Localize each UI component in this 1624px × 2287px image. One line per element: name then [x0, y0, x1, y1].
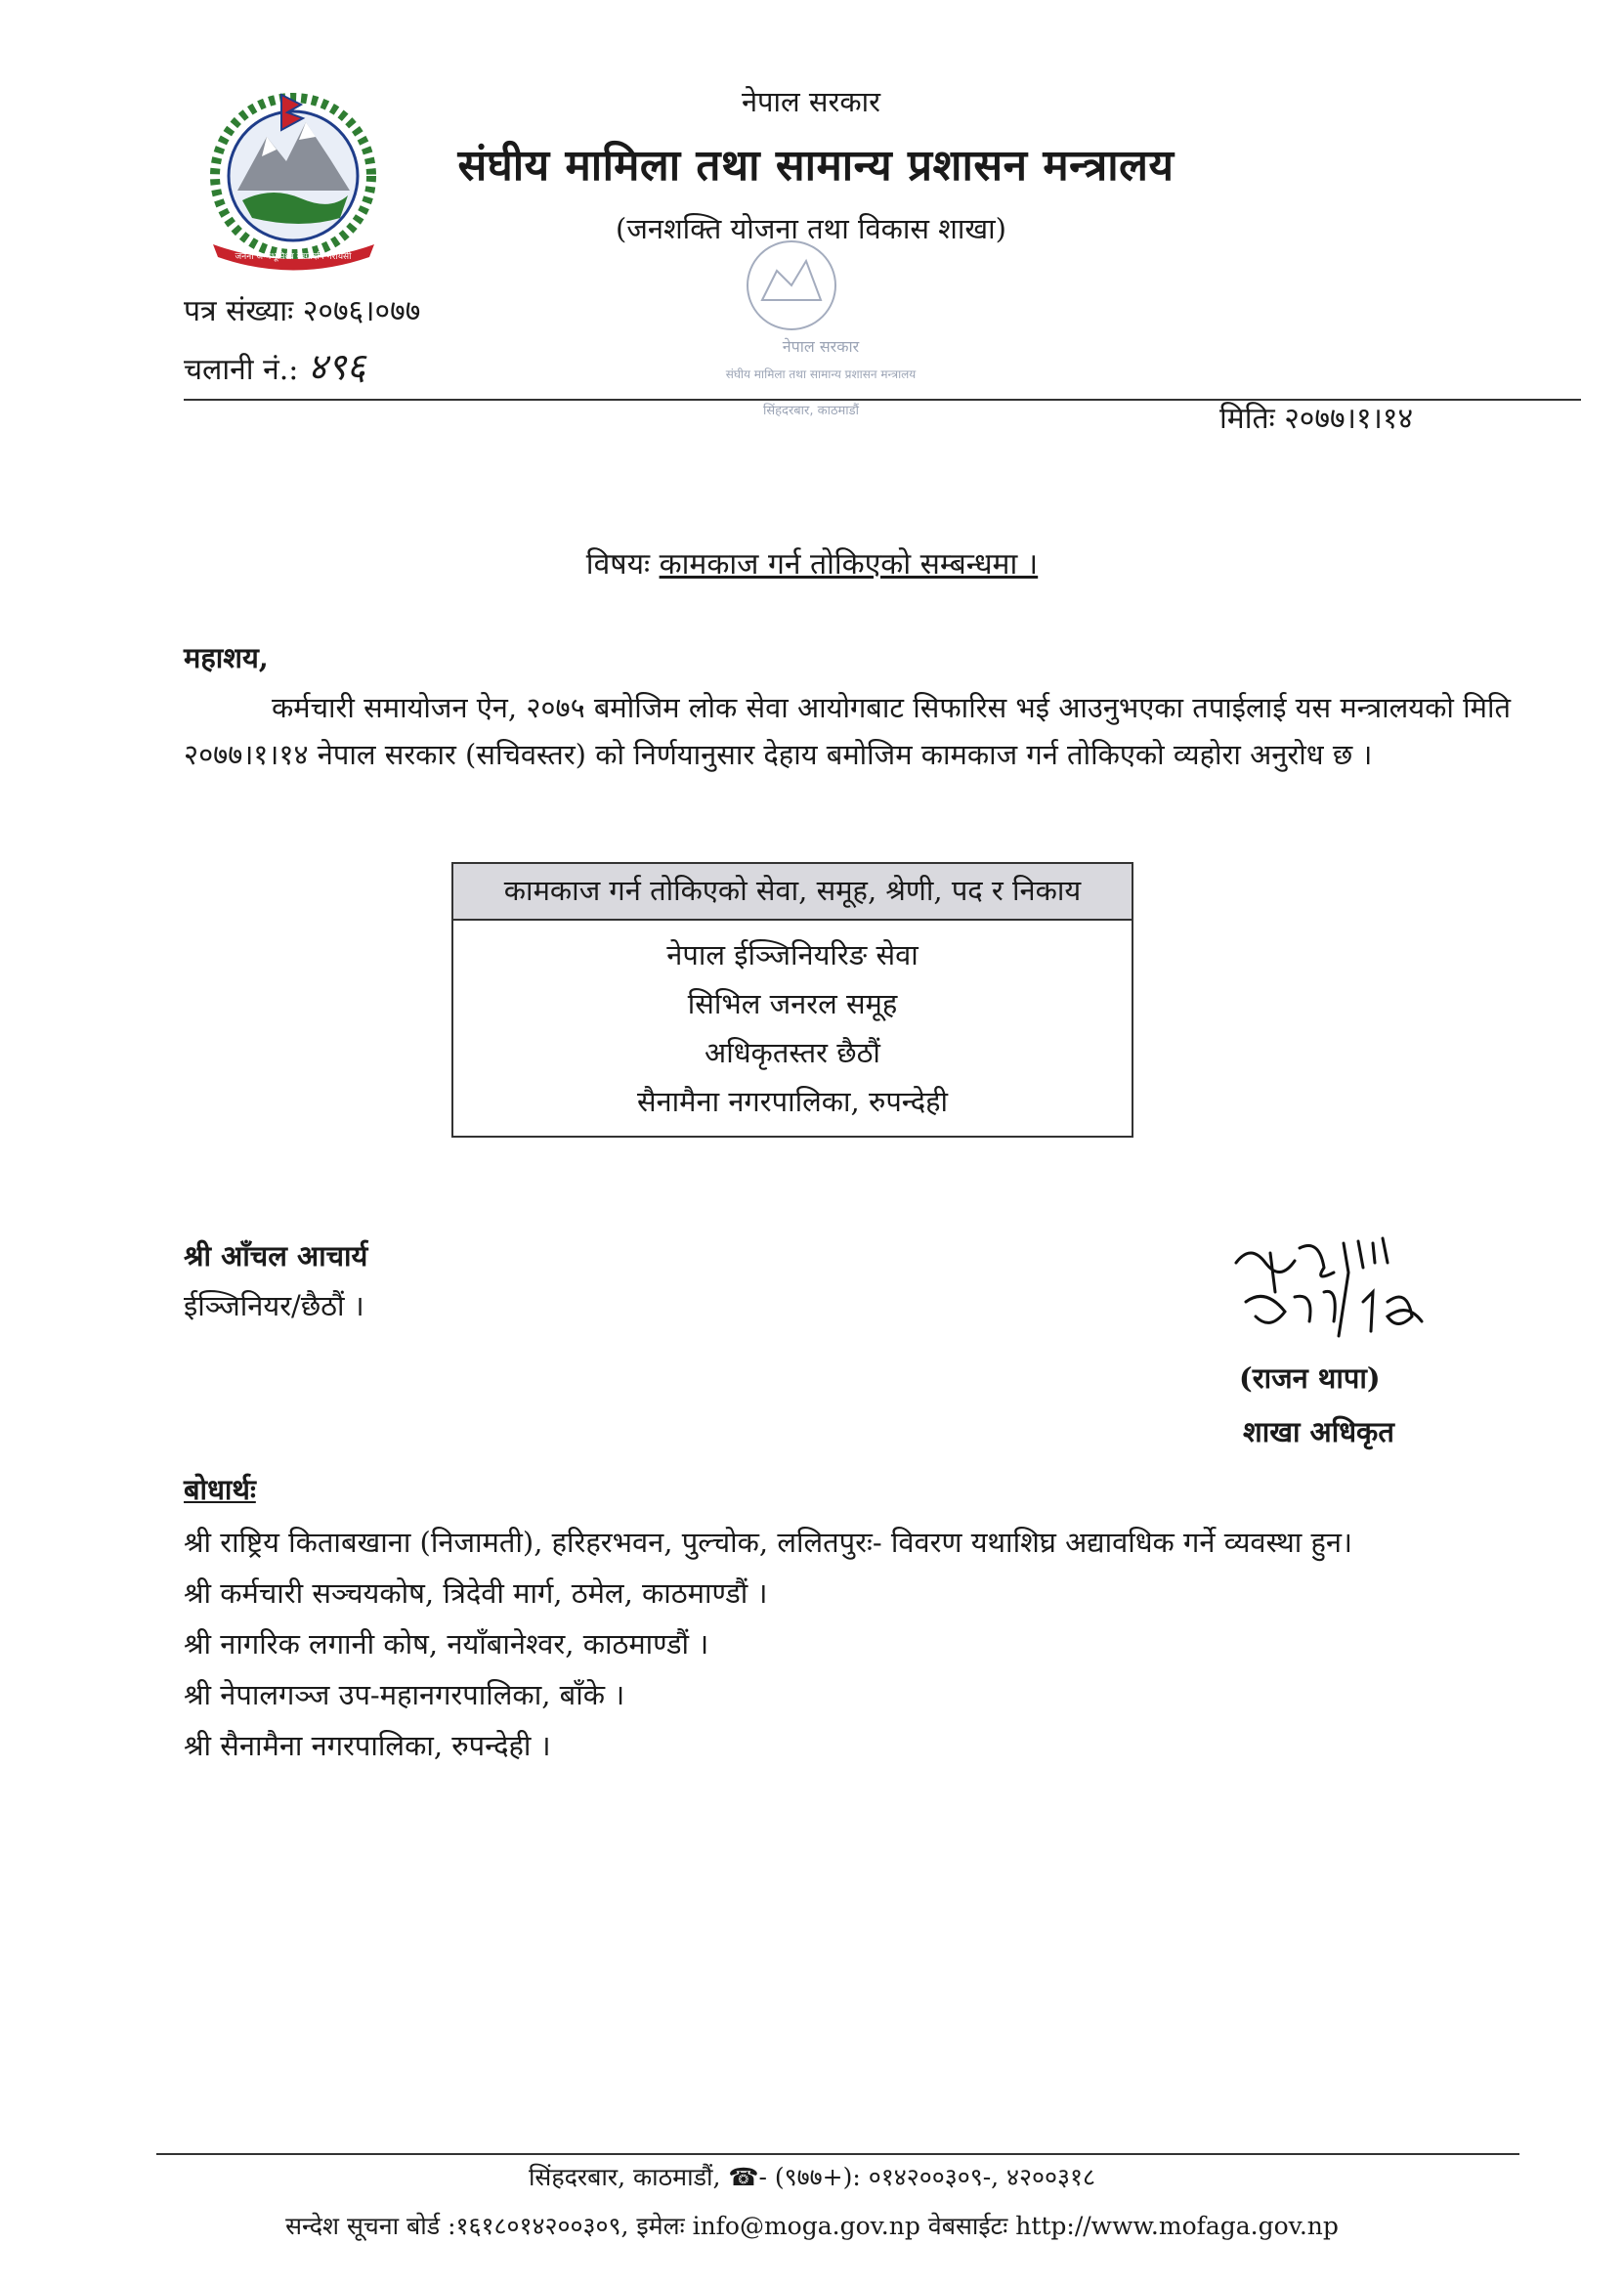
- date-value: २०७७।१।१४: [1284, 402, 1414, 436]
- cc-list: [184, 1517, 1352, 1771]
- salutation: महाशय,: [184, 641, 269, 674]
- cc-item: श्री नेपालगञ्ज उप-महानगरपालिका, बाँके ।: [184, 1678, 625, 1711]
- footer-divider: [156, 2153, 1519, 2155]
- cc-title: बोधार्थः: [184, 1473, 256, 1506]
- emblem-banner: जननी जन्मभूमिश्च स्वर्गादपि गरीयसी: [235, 252, 352, 262]
- letter-number-value: २०७६।०७७: [302, 294, 421, 328]
- subject-label: विषयः: [585, 547, 651, 582]
- addressee-name: श्री आँचल आचार्य: [184, 1239, 368, 1273]
- stamp-line2: संघीय मामिला तथा सामान्य प्रशासन मन्त्रालय: [725, 367, 917, 381]
- dispatch-number-value: ४९६: [307, 345, 366, 388]
- dispatch-number: [184, 340, 365, 391]
- assignment-table-header: कामकाज गर्न तोकिएको सेवा, समूह, श्रेणी, पद र निकाय: [453, 864, 1132, 921]
- assignment-service: नेपाल ईञ्जिनियरिङ सेवा: [666, 938, 919, 971]
- assignment-level: अधिकृतस्तर छैठौं: [705, 1036, 880, 1069]
- letter-number: [184, 289, 420, 329]
- assignment-table: [451, 862, 1133, 1138]
- office-stamp: [674, 227, 948, 422]
- cc-item: श्री कर्मचारी सञ्चयकोष, त्रिदेवी मार्ग, ठमेल, काठमाण्डौं ।: [184, 1576, 768, 1610]
- stamp-line3: सिंहदरबार, काठमाडौं: [762, 404, 860, 418]
- dispatch-number-label: चलानी नं.:: [184, 353, 299, 387]
- footer-contact: सन्देश सूचना बोर्ड :१६१८०१४२००३०९, इमेलः info@moga.gov.np वेबसाईटः http://www.mofaga.gov.np: [285, 2212, 1339, 2240]
- handwritten-signature: [1226, 1233, 1480, 1351]
- subject-text: कामकाज गर्न तोकिएको सम्बन्धमा ।: [659, 547, 1039, 582]
- subject-line: [0, 542, 1624, 583]
- signatory-name: (राजन थापा): [1239, 1361, 1381, 1395]
- assignment-table-body: [453, 921, 1132, 1136]
- nepal-emblem: [184, 83, 404, 279]
- addressee-post: ईञ्जिनियर/छैठौं ।: [184, 1289, 364, 1322]
- branch-name: (जनशक्ति योजना तथा विकास शाखा): [616, 212, 1006, 245]
- stamp-line1: नेपाल सरकार: [782, 337, 860, 356]
- cc-item: श्री राष्ट्रिय किताबखाना (निजामती), हरिहरभवन, पुल्चोक, ललितपुरः- विवरण यथाशिघ्र अद्यावधिक गर्ने व्यवस्था हुन।: [184, 1526, 1352, 1559]
- government-name: नेपाल सरकार: [741, 85, 881, 118]
- letter-number-label: पत्र संख्याः: [184, 294, 294, 328]
- cc-item: श्री सैनामैना नगरपालिका, रुपन्देही ।: [184, 1729, 551, 1762]
- letter-date: [1219, 397, 1413, 437]
- body-paragraph: कर्मचारी समायोजन ऐन, २०७५ बमोजिम लोक सेवा आयोगबाट सिफारिस भई आउनुभएका तपाईलाई यस मन्त्रालयको मिति २०७७।१।१४ नेपाल सरकार (सचिवस्तर) को निर्णयानुसार देहाय बमोजिम कामकाज गर्न तोकिएको व्यहोरा अनुरोध छ ।: [184, 691, 1511, 771]
- footer-address: सिंहदरबार, काठमाडौं, ☎- (९७७+): ०१४२००३०९-, ४२००३१८: [528, 2163, 1096, 2191]
- cc-item: श्री नागरिक लगानी कोष, नयाँबानेश्वर, काठमाण्डौं ।: [184, 1627, 709, 1661]
- assignment-office: सैनामैना नगरपालिका, रुपन्देही: [636, 1085, 949, 1118]
- date-label: मितिः: [1219, 402, 1275, 436]
- assignment-group: सिभिल जनरल समूह: [687, 987, 898, 1020]
- signatory-title: शाखा अधिकृत: [1243, 1415, 1394, 1448]
- ministry-name: संघीय मामिला तथा सामान्य प्रशासन मन्त्रालय: [457, 141, 1175, 191]
